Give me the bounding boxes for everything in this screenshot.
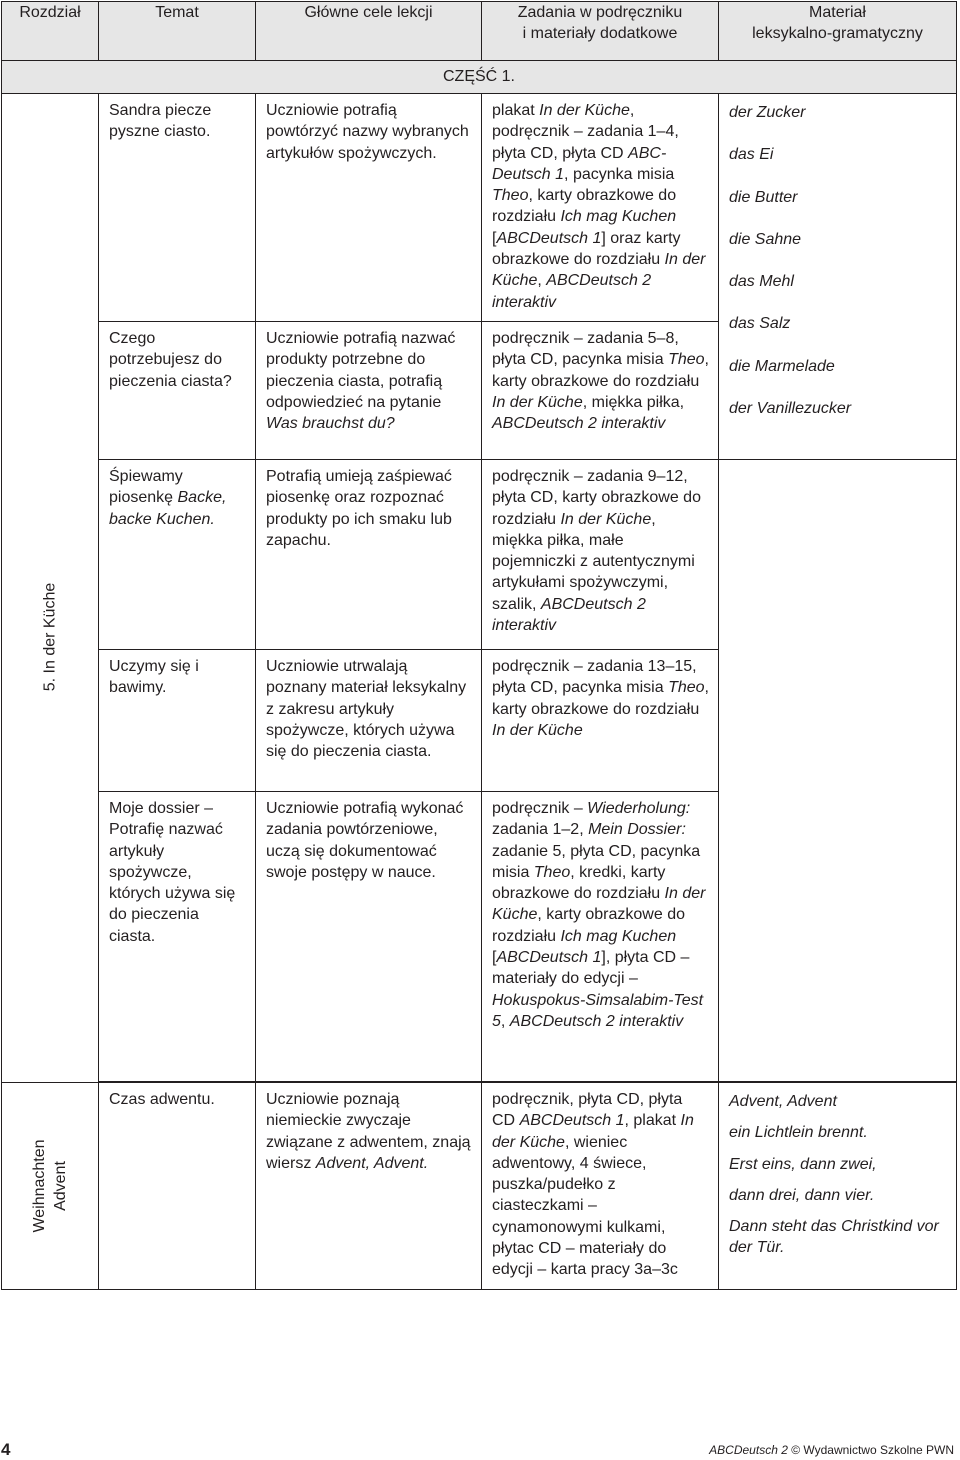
footer-credit: ABCDeutsch 2 © Wydawnictwo Szkolne PWN xyxy=(709,1443,954,1457)
vocab-item: die Butter xyxy=(729,188,798,206)
lesson-goal: Uczniowie utrwalają poznany materiał leksykalny z zakresu artykuły spożywcze, których używa się do pieczenia ciasta. xyxy=(256,649,482,791)
header-materials: Zadania w podręczniku i materiały dodatkowe xyxy=(482,2,719,61)
header-goals: Główne cele lekcji xyxy=(256,2,482,61)
lesson-goal: Uczniowie potrafią wykonać zadania powtórzeniowe, uczą się dokumentować swoje postępy w nauce. xyxy=(256,791,482,1081)
vocab-item: das Mehl xyxy=(729,273,794,291)
lesson-row xyxy=(2,94,957,322)
chapter-title: 5. In der Küche xyxy=(41,583,59,692)
part-label: CZĘŚĆ 1. xyxy=(2,61,957,94)
page-number: 4 xyxy=(1,1440,11,1459)
lesson-goal: Uczniowie potrafią nazwać produkty potrzebne do pieczenia ciasta, potrafią odpowiedzieć na pytanie Was brauchst du? xyxy=(256,321,482,459)
lesson-topic: Uczymy się i bawimy. xyxy=(99,649,256,791)
lesson-materials: podręcznik – zadania 9–12, płyta CD, karty obrazkowe do rozdziału In der Küche, miękka piłka, małe pojemniczki z autentycznymi artykułami spożywczymi, szalik, ABCDeutsch 2 interaktiv xyxy=(482,459,719,649)
header-row xyxy=(2,2,957,61)
lesson-goal: Uczniowie potrafią powtórzyć nazwy wybranych artykułów spożywczych. xyxy=(256,94,482,322)
poem-line: dann drei, dann vier. xyxy=(729,1186,875,1204)
lesson-topic: Sandra piecze pyszne ciasto. xyxy=(99,94,256,322)
vocab-item: der Zucker xyxy=(729,104,806,121)
chapter-cell-kuche xyxy=(2,94,99,1083)
poem-line: Advent, Advent xyxy=(729,1092,837,1110)
vocab-item: die Marmelade xyxy=(729,357,835,375)
lesson-materials: podręcznik, płyta CD, płyta CD ABCDeutsch 1, plakat In der Küche, wieniec adwentowy, 4 świece, puszka/pudełko z ciasteczkami – cynamonowymi kulkami, płytac CD – materiały do edycji – karta pracy 3a–3c xyxy=(482,1082,719,1289)
lesson-materials: podręcznik – Wiederholung: zadania 1–2, Mein Dossier: zadanie 5, płyta CD, pacynka misia Theo, kredki, karty obrazkowe do rozdziału In der Küche, karty obrazkowe do rozdziału Ich mag Kuchen [ABCDeutsch 1], płyta CD – materiały do edycji – Hokuspokus-Simsalabim-Test 5, ABCDeutsch 2 interaktiv xyxy=(482,791,719,1081)
lesson-goal: Potrafią umieją zaśpiewać piosenkę oraz rozpoznać produkty po ich smaku lub zapachu. xyxy=(256,459,482,649)
lesson-row xyxy=(2,1082,957,1289)
vocab-item: das Salz xyxy=(729,315,791,333)
poem-line: Dann steht das Christkind vor der Tür. xyxy=(729,1218,939,1257)
vocab-item: die Sahne xyxy=(729,230,802,248)
poem-line: ein Lichtlein brennt. xyxy=(729,1124,868,1142)
part-row xyxy=(2,61,957,94)
lesson-goal: Uczniowie poznają niemieckie zwyczaje związane z adwentem, znają wiersz Advent, Advent. xyxy=(256,1082,482,1289)
lesson-materials: plakat In der Küche, podręcznik – zadania 1–4, płyta CD, płyta CD ABC-Deutsch 1, pacynka misia Theo, karty obrazkowe do rozdziału Ich mag Kuchen [ABCDeutsch 1] oraz karty obrazkowe do rozdziału In der Küche, ABCDeutsch 2 interaktiv xyxy=(482,94,719,322)
vocabulary-empty xyxy=(719,459,957,1081)
chapter-title: Weihnachten Advent xyxy=(31,1139,69,1233)
lesson-topic: Czas adwentu. xyxy=(99,1082,256,1289)
header-vocabulary: Materiał leksykalno-gramatyczny xyxy=(719,2,957,61)
lesson-materials: podręcznik – zadania 13–15, płyta CD, pacynka misia Theo, karty obrazkowe do rozdziału In der Küche xyxy=(482,649,719,791)
vocab-item: der Vanillezucker xyxy=(729,400,852,418)
vocabulary-poem xyxy=(719,1082,957,1289)
lesson-topic: Śpiewamy piosenkę Backe, backe Kuchen. xyxy=(99,459,256,649)
lesson-plan-table xyxy=(1,1,957,1290)
header-topic: Temat xyxy=(99,2,256,61)
vocab-item: das Ei xyxy=(729,146,774,164)
lesson-row xyxy=(2,459,957,649)
chapter-cell-advent xyxy=(2,1082,99,1289)
vocabulary-list xyxy=(719,94,957,460)
lesson-topic: Moje dossier – Potrafię nazwać artykuły spożywcze, których używa się do pieczenia ciasta. xyxy=(99,791,256,1081)
header-chapter: Rozdział xyxy=(2,2,99,61)
lesson-topic: Czego potrzebujesz do pieczenia ciasta? xyxy=(99,321,256,459)
lesson-materials: podręcznik – zadania 5–8, płyta CD, pacynka misia Theo, karty obrazkowe do rozdziału In der Küche, miękka piłka, ABCDeutsch 2 interaktiv xyxy=(482,321,719,459)
poem-line: Erst eins, dann zwei, xyxy=(729,1155,877,1173)
